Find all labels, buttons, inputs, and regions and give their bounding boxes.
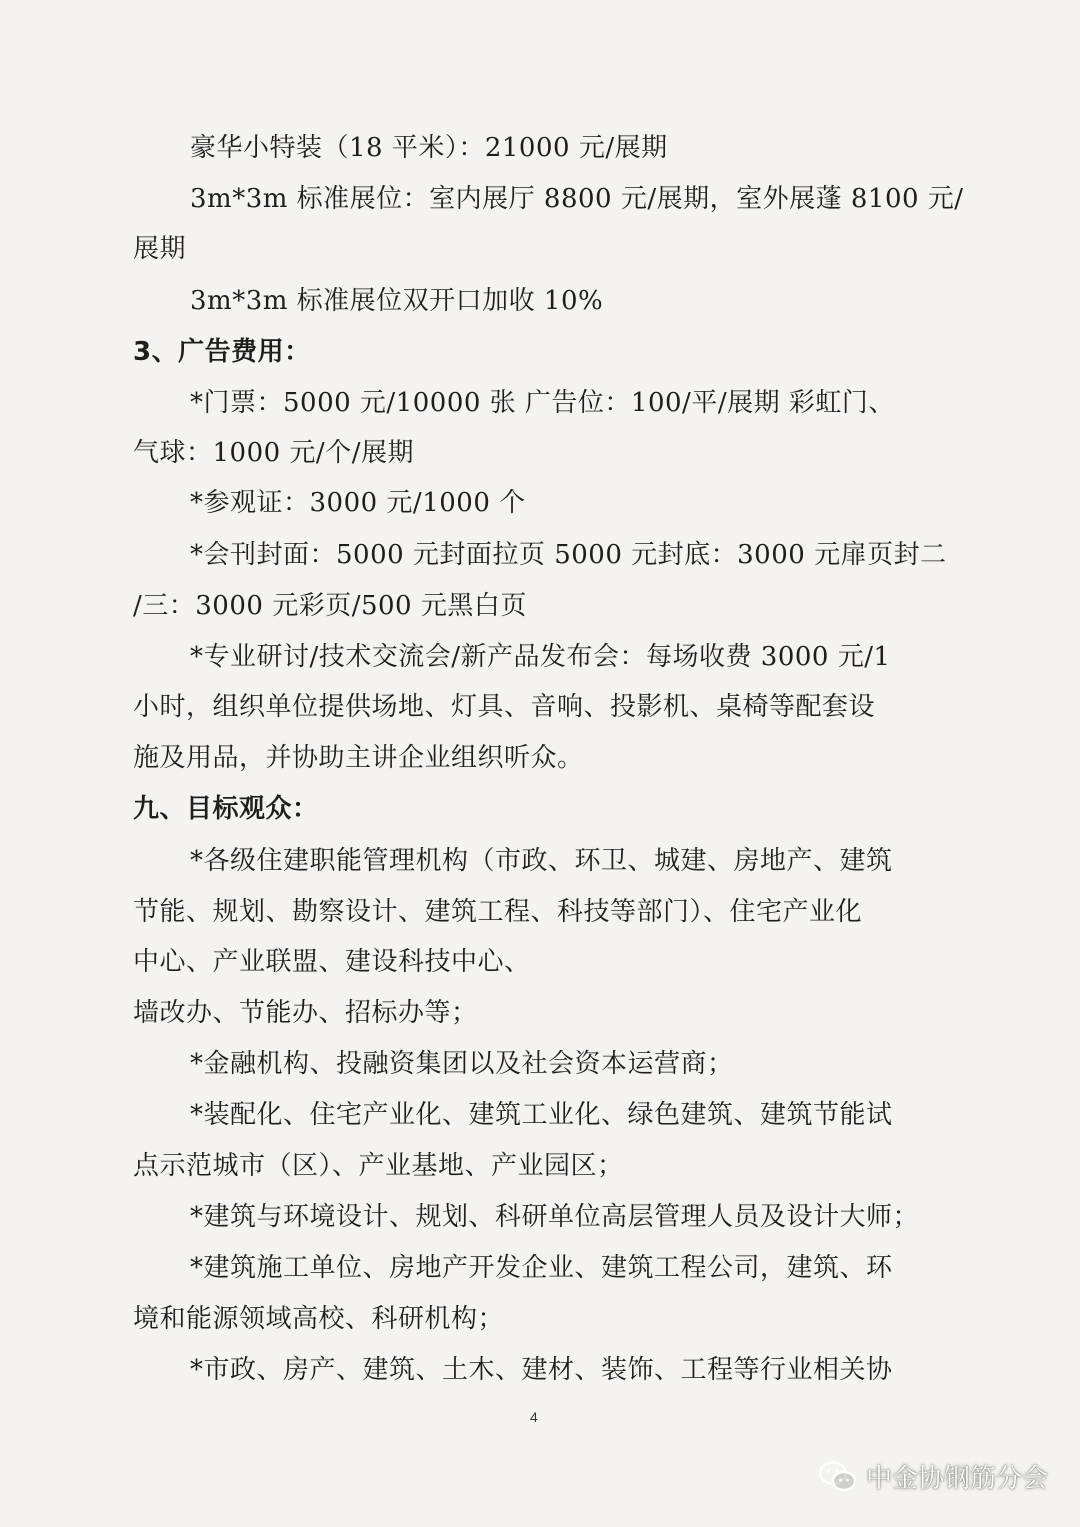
text-line: 小时，组织单位提供场地、灯具、音响、投影机、桌椅等配套设 (133, 692, 876, 722)
text-line: *建筑与环境设计、规划、科研单位高层管理人员及设计大师； (190, 1202, 920, 1232)
page-number: 4 (530, 1409, 538, 1425)
text-line: *建筑施工单位、房地产开发企业、建筑工程公司，建筑、环 (190, 1253, 893, 1283)
watermark-text: 中金协钢筋分会 (865, 1464, 1048, 1494)
text-line: 气球：1000 元/个/展期 (133, 438, 414, 468)
text-line: 中心、产业联盟、建设科技中心、 (133, 947, 531, 977)
text-line: 境和能源领域高校、科研机构； (133, 1304, 505, 1334)
text-line: 豪华小特装（18 平米）：21000 元/展期 (190, 133, 668, 163)
text-line: 展期 (133, 234, 187, 264)
text-line: *金融机构、投融资集团以及社会资本运营商； (190, 1049, 734, 1079)
text-line: *装配化、住宅产业化、建筑工业化、绿色建筑、建筑节能试 (190, 1100, 893, 1130)
section-heading: 3、广告费用： (133, 337, 311, 367)
text-line: 墙改办、节能办、招标办等； (133, 998, 478, 1028)
text-line: *市政、房产、建筑、土木、建材、装饰、工程等行业相关协 (190, 1355, 893, 1385)
text-line: 点示范城市（区）、产业基地、产业园区； (133, 1151, 624, 1181)
text-line: 3m*3m 标准展位：室内展厅 8800 元/展期，室外展蓬 8100 元/ (190, 184, 964, 214)
text-line: 节能、规划、勘察设计、建筑工程、科技等部门）、住宅产业化 (133, 897, 863, 927)
wechat-icon (818, 1460, 858, 1494)
text-line: *会刊封面：5000 元封面拉页 5000 元封底：3000 元扉页封二 (190, 540, 947, 570)
text-line: *各级住建职能管理机构（市政、环卫、城建、房地产、建筑 (190, 846, 893, 876)
section-heading: 九、目标观众： (133, 794, 319, 824)
text-line: *专业研讨/技术交流会/新产品发布会：每场收费 3000 元/1 (190, 642, 891, 672)
text-line: *参观证：3000 元/1000 个 (190, 488, 526, 518)
text-line: *门票：5000 元/10000 张 广告位：100/平/展期 彩虹门、 (190, 388, 895, 418)
text-line: 施及用品，并协助主讲企业组织听众。 (133, 743, 584, 773)
text-line: 3m*3m 标准展位双开口加收 10% (190, 286, 604, 316)
watermark (818, 1458, 1048, 1495)
text-line: /三：3000 元彩页/500 元黑白页 (133, 591, 527, 621)
